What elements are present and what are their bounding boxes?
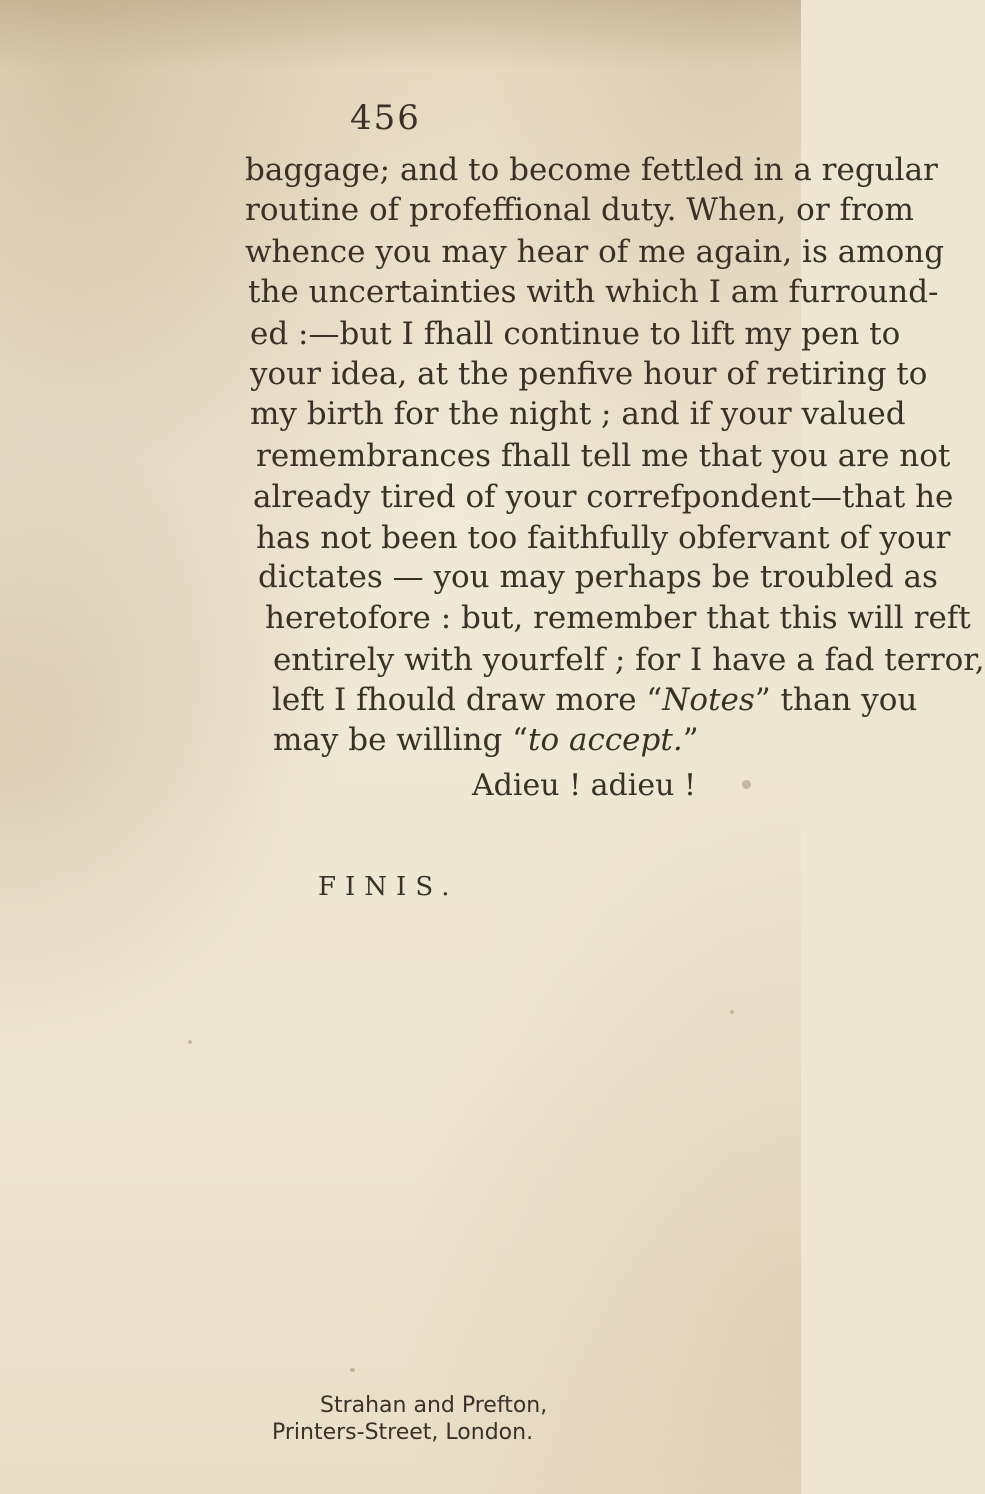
text-segment: ” [682,722,699,758]
text-line: whence you may hear of me again, is among [245,234,945,270]
text-line [273,720,793,760]
italic-text-segment: Notes [662,682,755,718]
printer-address: Printers-Street, London. [272,1420,534,1445]
text-segment: left I fhould draw more “ [272,682,663,718]
text-line [272,680,918,720]
ink-spot [730,1010,734,1014]
text-line: the uncertainties with which I am furround- [248,274,939,310]
text-line: already tired of your correfpondent—that he [253,479,954,515]
italic-text-segment: to accept. [528,722,683,758]
ink-spot [742,780,751,789]
text-line: ed :—but I fhall continue to lift my pen to [250,316,901,352]
ink-spot [188,1040,192,1044]
text-line: routine of profeffional duty. When, or from [245,192,914,228]
finis-heading: FINIS. [318,872,459,902]
text-line: entirely with yourfelf ; for I have a fad terror, [273,642,985,678]
page-number: 456 [350,98,421,138]
text-line: heretofore : but, remember that this will reft [265,600,971,636]
text-line: your idea, at the penfive hour of retiring to [250,356,928,392]
text-line: has not been too faithfully obfervant of your [256,520,951,556]
text-line: baggage; and to become fettled in a regular [245,152,938,188]
ink-spot [350,1368,355,1372]
printer-name: Strahan and Prefton, [320,1393,548,1418]
text-line: my birth for the night ; and if your valued [250,396,906,432]
closing-salutation: Adieu ! adieu ! [472,768,697,803]
text-line: dictates — you may perhaps be troubled as [258,559,938,595]
text-line: remembrances fhall tell me that you are not [256,438,951,474]
text-segment: ” than you [754,682,918,718]
text-segment: may be willing “ [273,722,528,758]
